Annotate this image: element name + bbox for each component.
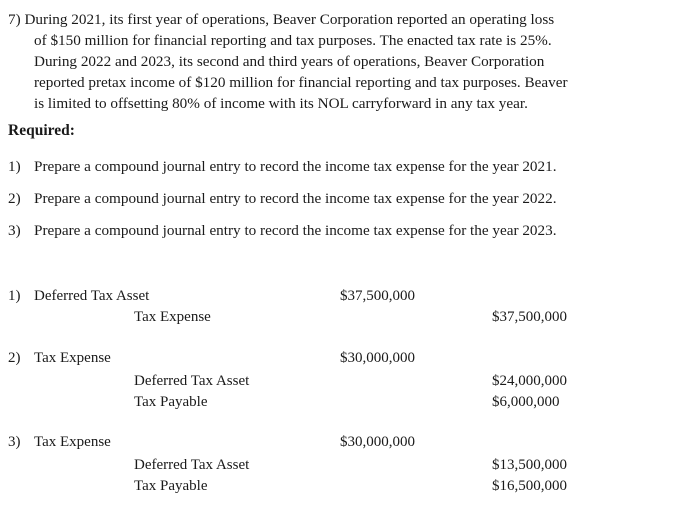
required-item-1: 1) Prepare a compound journal entry to record the income tax expense for the year 2021. [8, 158, 557, 175]
required-item-2: 2) Prepare a compound journal entry to record the income tax expense for the year 2022. [8, 190, 557, 207]
entry-1-debit-account: 1) Deferred Tax Asset [8, 288, 150, 304]
problem-number: 7) [8, 11, 21, 28]
entry-2-debit-amount: $30,000,000 [340, 350, 415, 366]
problem-line: of $150 million for financial reporting and tax purposes. The enacted tax rate is 25%. [34, 32, 552, 49]
entry-1-credit-account: Tax Expense [134, 309, 211, 325]
problem-line: During 2022 and 2023, its second and third years of operations, Beaver Corporation [34, 53, 545, 70]
entry-3-debit-amount: $30,000,000 [340, 434, 415, 450]
entry-2-credit-account-2: Tax Payable [134, 394, 208, 410]
problem-statement [8, 9, 688, 114]
entry-3-credit-account-1: Deferred Tax Asset [134, 457, 250, 473]
entry-3-debit-account: 3) Tax Expense [8, 434, 111, 450]
required-item-3: 3) Prepare a compound journal entry to record the income tax expense for the year 2023. [8, 222, 557, 239]
entry-1-debit-amount: $37,500,000 [340, 288, 415, 304]
entry-2-credit-amount-2: $6,000,000 [492, 394, 560, 410]
entry-3-credit-account-2: Tax Payable [134, 478, 208, 494]
entry-3-credit-amount-2: $16,500,000 [492, 478, 567, 494]
required-heading: Required: [8, 122, 75, 139]
entry-2-debit-account: 2) Tax Expense [8, 350, 111, 366]
problem-line: 7) During 2021, its first year of operations, Beaver Corporation reported an operating loss [8, 11, 555, 28]
entry-3-credit-amount-1: $13,500,000 [492, 457, 567, 473]
entry-1-credit-amount: $37,500,000 [492, 309, 567, 325]
problem-line: reported pretax income of $120 million for financial reporting and tax purposes. Beaver [34, 74, 568, 91]
entry-2-credit-amount-1: $24,000,000 [492, 373, 567, 389]
entry-2-credit-account-1: Deferred Tax Asset [134, 373, 250, 389]
problem-line: is limited to offsetting 80% of income with its NOL carryforward in any tax year. [34, 95, 528, 112]
